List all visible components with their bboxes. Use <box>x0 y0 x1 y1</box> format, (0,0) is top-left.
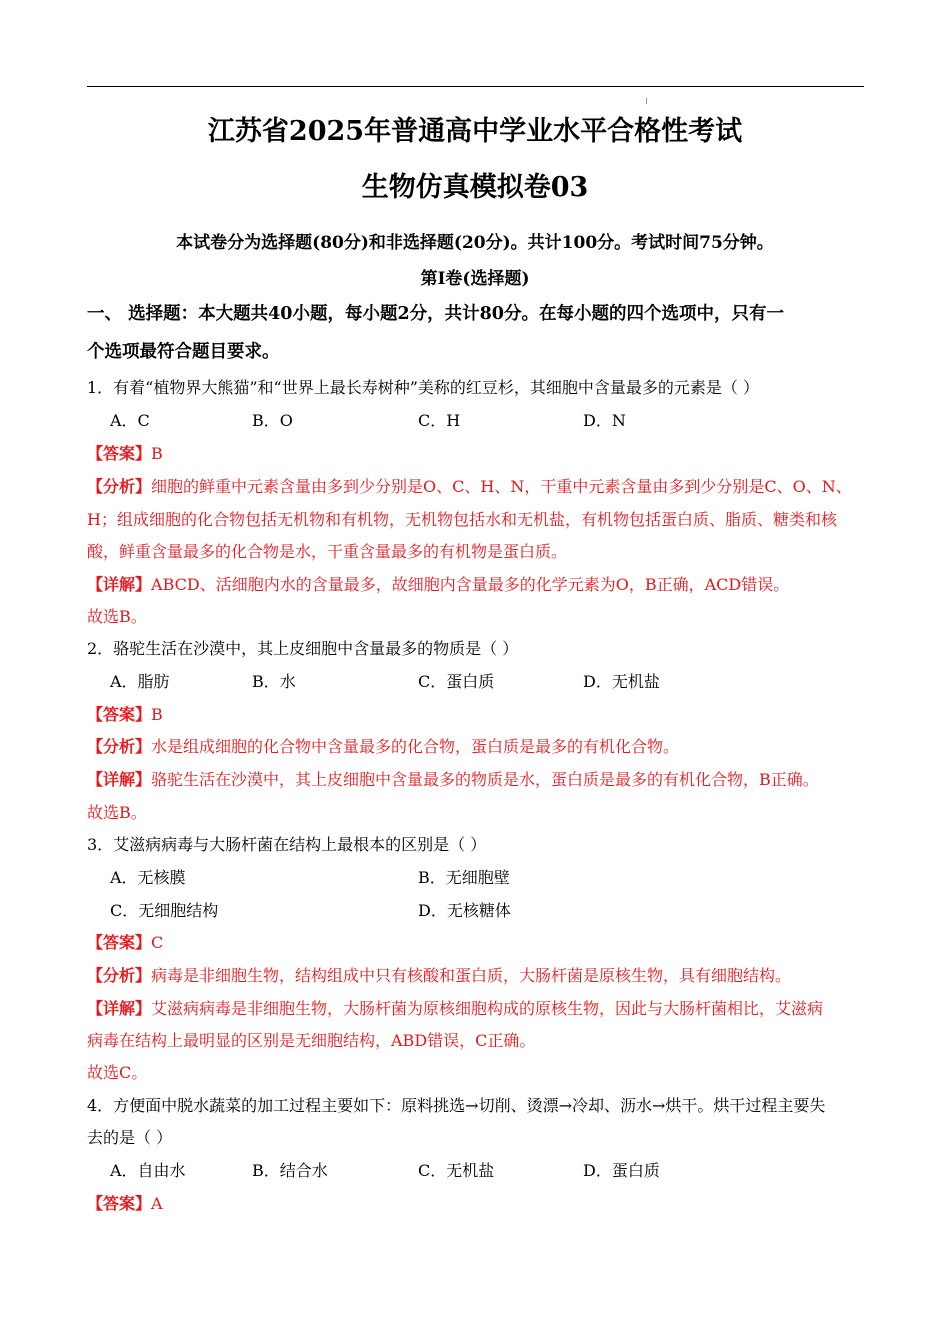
q3-analysis: 【分析】病毒是非细胞生物，结构组成中只有核酸和蛋白质，大肠杆菌是原核生物，具有细胞结构。 <box>87 966 792 985</box>
q4-option-d: D．蛋白质 <box>583 1161 660 1180</box>
q2-option-a: A．脂肪 <box>110 672 170 691</box>
q3-answer: 【答案】C <box>87 933 164 952</box>
section-heading: 一、 选择题：本大题共40小题，每小题2分，共计80分。在每小题的四个选项中，只有一 <box>87 304 784 324</box>
q1-option-d: D．N <box>583 411 626 430</box>
q4-option-a: A．自由水 <box>110 1161 186 1180</box>
q2-analysis: 【分析】水是组成细胞的化合物中含量最多的化合物，蛋白质是最多的有机化合物。 <box>87 737 680 756</box>
header-mark <box>646 98 647 104</box>
q3-option-c: C．无细胞结构 <box>110 901 219 920</box>
q1-detail: 【详解】ABCD、活细胞内水的含量最多，故细胞内含量最多的化学元素为O，B正确，ACD错误。 <box>87 575 790 594</box>
q2-option-d: D．无机盐 <box>583 672 660 691</box>
question-2-stem: 2．骆驼生活在沙漠中，其上皮细胞中含量最多的物质是（ ） <box>87 639 519 658</box>
q2-conclusion: 故选B。 <box>87 803 147 822</box>
q3-detail-1: 【详解】艾滋病病毒是非细胞生物，大肠杆菌为原核细胞构成的原核生物，因此与大肠杆菌相比，艾滋病 <box>87 999 824 1018</box>
q3-option-b: B．无细胞壁 <box>418 868 510 887</box>
q3-conclusion: 故选C。 <box>87 1063 148 1082</box>
q1-option-b: B．O <box>252 411 293 430</box>
q1-option-a: A．C <box>110 411 150 430</box>
q3-detail-2: 病毒在结构上最明显的区别是无细胞结构，ABD错误，C正确。 <box>87 1031 536 1050</box>
q2-option-b: B．水 <box>252 672 296 691</box>
q1-conclusion: 故选B。 <box>87 607 147 626</box>
q2-option-c: C．蛋白质 <box>418 672 495 691</box>
exam-title: 江苏省2025年普通高中学业水平合格性考试 <box>207 116 743 147</box>
q1-answer: 【答案】B <box>87 444 163 463</box>
q3-option-a: A．无核膜 <box>110 868 186 887</box>
header-rule <box>87 86 864 87</box>
q1-option-c: C．H <box>418 411 461 430</box>
q2-detail: 【详解】骆驼生活在沙漠中，其上皮细胞中含量最多的物质是水，蛋白质是最多的有机化合物，B正确。 <box>87 770 819 789</box>
question-3-stem: 3．艾滋病病毒与大肠杆菌在结构上最根本的区别是（ ） <box>87 835 487 854</box>
exam-subtitle: 生物仿真模拟卷03 <box>361 172 589 203</box>
volume-title: 第Ⅰ卷(选择题) <box>420 269 530 289</box>
q4-answer: 【答案】A <box>87 1194 163 1213</box>
exam-intro: 本试卷分为选择题(80分)和非选择题(20分)。共计100分。考试时间75分钟。 <box>176 233 774 253</box>
q3-option-d: D．无核糖体 <box>418 901 511 920</box>
q1-analysis-2: H；组成细胞的化合物包括无机物和有机物，无机物包括水和无机盐，有机物包括蛋白质、脂质、糖类和核 <box>87 510 837 529</box>
section-heading-cont: 个选项最符合题目要求。 <box>87 342 280 362</box>
question-4-stem: 4．方便面中脱水蔬菜的加工过程主要如下：原料挑选→切削、烫漂→冷却、沥水→烘干。烘干过程主要失 <box>87 1096 826 1115</box>
q4-option-c: C．无机盐 <box>418 1161 495 1180</box>
q2-answer: 【答案】B <box>87 705 163 724</box>
q1-analysis-1: 【分析】细胞的鲜重中元素含量由多到少分别是O、C、H、N，干重中元素含量由多到少分别是C、O、N、 <box>87 477 852 496</box>
q4-option-b: B．结合水 <box>252 1161 328 1180</box>
q1-analysis-3: 酸，鲜重含量最多的化合物是水，干重含量最多的有机物是蛋白质。 <box>87 542 568 561</box>
question-4-stem-cont: 去的是（ ） <box>87 1128 173 1147</box>
question-1-stem: 1．有着“植物界大熊猫”和“世界上最长寿树种”美称的红豆杉，其细胞中含量最多的元素是（ ） <box>87 378 759 397</box>
